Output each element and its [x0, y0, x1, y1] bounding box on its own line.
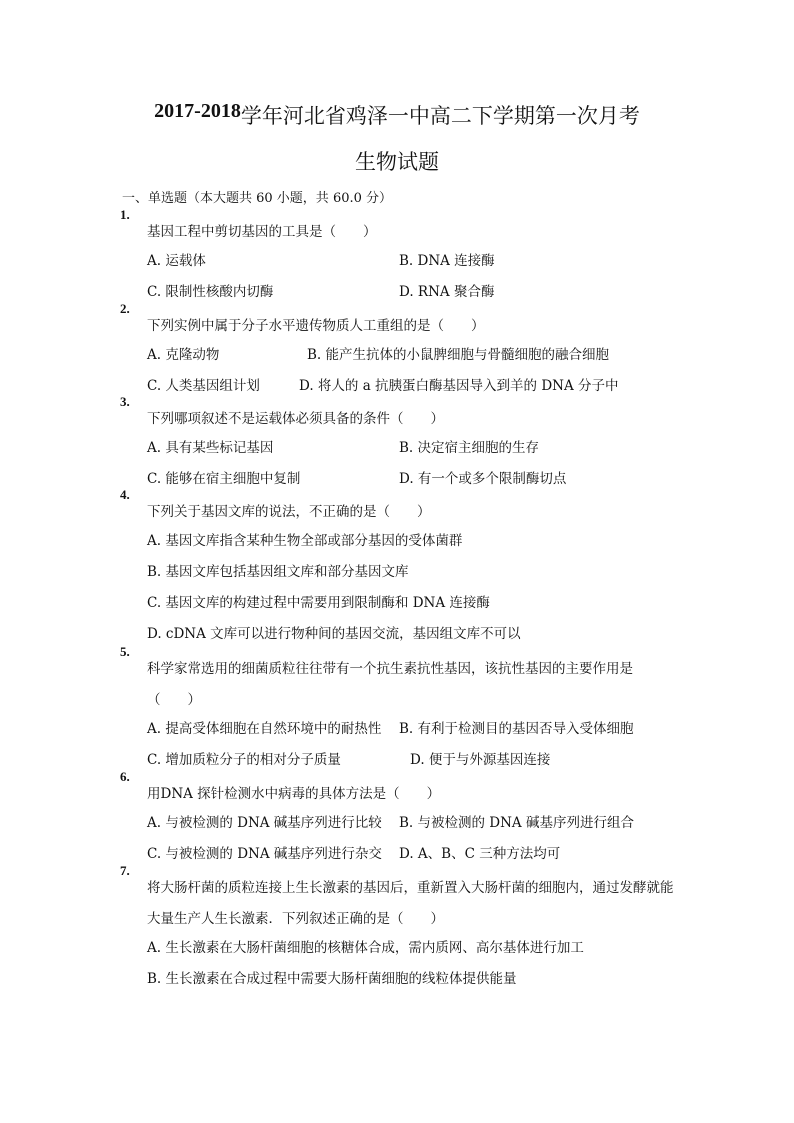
option-c: C. 基因文库的构建过程中需要用到限制酶和 DNA 连接酶 — [147, 595, 490, 611]
question-stem: 将大肠杆菌的质粒连接上生长激素的基因后，重新置入大肠杆菌的细胞内，通过发酵就能大量生产人生长激素．下列叙述正确的是（ ） — [147, 880, 674, 927]
option-b: B. 有利于检测目的基因否导入受体细胞 — [399, 721, 634, 737]
option-a: A. 提高受体细胞在自然环境中的耐热性 — [147, 721, 382, 737]
option-a: A. 具有某些标记基因 — [147, 440, 274, 456]
option-a: A. 克隆动物 — [147, 347, 220, 363]
option-d: D. 将人的 a 抗胰蛋白酶基因导入到羊的 DNA 分子中 — [299, 378, 619, 394]
question-stem: 用DNA 探针检测水中病毒的具体方法是（ ） — [147, 786, 441, 802]
question-number: 6. — [120, 769, 130, 784]
option-b: B. 基因文库包括基因组文库和部分基因文库 — [147, 564, 409, 580]
option-b: B. 生长激素在合成过程中需要大肠杆菌细胞的线粒体提供能量 — [147, 971, 517, 987]
option-d: D. 有一个或多个限制酶切点 — [399, 471, 567, 487]
option-d: D. A、B、C 三种方法均可 — [399, 846, 561, 862]
exam-subtitle: 生物试题 — [355, 150, 439, 174]
option-d: D. cDNA 文库可以进行物种间的基因交流，基因组文库不可以 — [147, 626, 521, 642]
option-b: B. 能产生抗体的小鼠脾细胞与骨髓细胞的融合细胞 — [307, 347, 610, 363]
option-a: A. 与被检测的 DNA 碱基序列进行比较 — [147, 815, 382, 831]
option-d: D. 便于与外源基因连接 — [410, 752, 551, 768]
option-d: D. RNA 聚合酶 — [399, 284, 495, 300]
option-b: B. DNA 连接酶 — [399, 253, 495, 269]
option-b: B. 决定宿主细胞的生存 — [399, 440, 540, 456]
question-stem: 科学家常选用的细菌质粒往往带有一个抗生素抗性基因，该抗性基因的主要作用是（ ） — [147, 661, 633, 708]
option-c: C. 人类基因组计划 — [147, 378, 260, 394]
question-number: 7. — [120, 863, 130, 878]
question-number: 3. — [120, 394, 130, 409]
option-a: A. 生长激素在大肠杆菌细胞的核糖体合成，需内质网、高尔基体进行加工 — [147, 940, 584, 956]
question-number: 4. — [120, 487, 130, 502]
option-c: C. 增加质粒分子的相对分子质量 — [147, 752, 341, 768]
option-c: C. 能够在宿主细胞中复制 — [147, 471, 301, 487]
option-c: C. 与被检测的 DNA 碱基序列进行杂交 — [147, 846, 382, 862]
question-stem: 基因工程中剪切基因的工具是（ ） — [147, 224, 377, 240]
option-b: B. 与被检测的 DNA 碱基序列进行组合 — [399, 815, 634, 831]
question-number: 2. — [120, 301, 130, 316]
option-c: C. 限制性核酸内切酶 — [147, 284, 274, 300]
question-number: 1. — [120, 207, 130, 222]
question-stem: 下列关于基因文库的说法，不正确的是（ ） — [147, 504, 431, 520]
question-number: 5. — [120, 644, 130, 659]
question-stem: 下列实例中属于分子水平遗传物质人工重组的是（ ） — [147, 318, 485, 334]
question-stem: 下列哪项叙述不是运载体必须具备的条件（ ） — [147, 411, 444, 427]
exam-year: 2017-2018 — [154, 100, 241, 122]
option-a: A. 基因文库指含某种生物全部或部分基因的受体菌群 — [147, 533, 463, 549]
exam-title — [0, 100, 794, 130]
exam-title-text: 学年河北省鸡泽一中高二下学期第一次月考 — [240, 104, 640, 128]
option-a: A. 运载体 — [147, 253, 206, 269]
section-heading: 一、单选题（本大题共 60 小题，共 60.0 分） — [122, 191, 393, 206]
